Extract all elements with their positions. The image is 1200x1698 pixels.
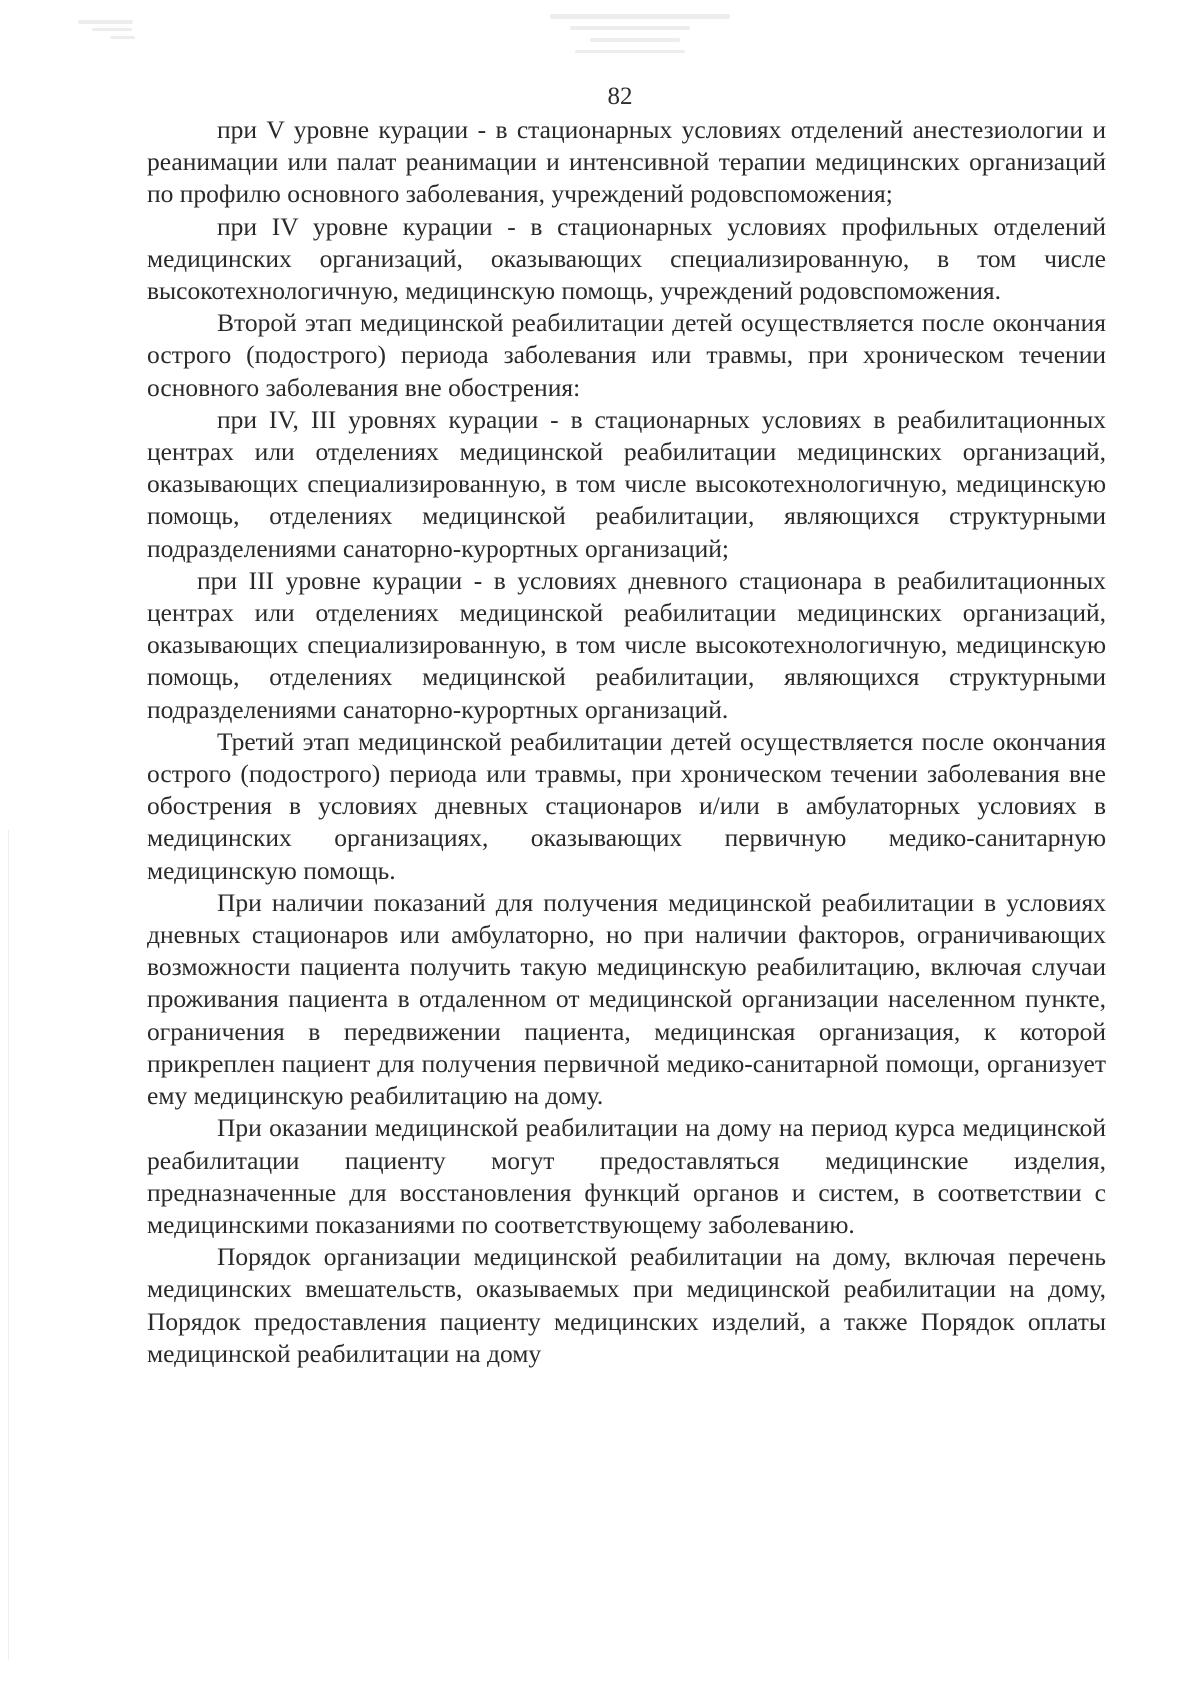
paragraph: при III уровне курации - в условиях дневного стационара в реабилитационных центрах или отделениях медицинской реабилитации медицинских организаций, оказывающих специализированную, в том числе высокотехнологичную, медицинскую помощь, отделениях медицинской реабилитации, являющихся структурными подразделениями санаторно-курортных организаций. bbox=[147, 565, 1106, 724]
document-body bbox=[147, 114, 1106, 1370]
page-number: 82 bbox=[607, 83, 633, 110]
paragraph: при V уровне курации - в стационарных условиях отделений анестезиологии и реанимации или палат реанимации и интенсивной терапии медицинских организаций по профилю основного заболевания, учреждений родовспоможения; bbox=[147, 115, 1106, 209]
scan-edge-line bbox=[8, 830, 9, 1660]
paragraph: При наличии показаний для получения медицинской реабилитации в условиях дневных стационаров или амбулаторно, но при наличии факторов, ограничивающих возможности пациента получить такую медицинскую реабилитацию, включая случаи проживания пациента в отдаленном от медицинской организации населенном пункте, ограничения в передвижении пациента, медицинская организация, к которой прикреплен пациент для получения первичной медико-санитарной помощи, организует ему медицинскую реабилитацию на дому. bbox=[147, 887, 1106, 1111]
scan-artifact bbox=[575, 50, 685, 53]
scan-artifact bbox=[110, 36, 135, 39]
scan-artifact bbox=[590, 38, 680, 42]
paragraph: при IV, III уровнях курации - в стационарных условиях в реабилитационных центрах или отделениях медицинской реабилитации медицинских организаций, оказывающих специализированную, в том числе высокотехнологичную, медицинскую помощь, отделениях медицинской реабилитации, являющихся структурными подразделениями санаторно-курортных организаций; bbox=[147, 404, 1106, 563]
paragraph: Порядок организации медицинской реабилитации на дому, включая перечень медицинских вмешательств, оказываемых при медицинской реабилитации на дому, Порядок предоставления пациенту медицинских изделий, а также Порядок оплаты медицинской реабилитации на дому bbox=[147, 1242, 1106, 1368]
scan-artifact bbox=[550, 14, 730, 19]
scan-artifact bbox=[92, 28, 132, 31]
paragraph: Третий этап медицинской реабилитации детей осуществляется после окончания острого (подострого) периода или травмы, при хроническом течении заболевания вне обострения в условиях дневных стационаров и/или в амбулаторных условиях в медицинских организациях, оказывающих первичную медико-санитарную медицинскую помощь. bbox=[147, 726, 1106, 885]
paragraph: при IV уровне курации - в стационарных условиях профильных отделений медицинских организаций, оказывающих специализированную, в том числе высокотехнологичную, медицинскую помощь, учреждений родовспоможения. bbox=[147, 211, 1106, 306]
paragraph: Второй этап медицинской реабилитации детей осуществляется после окончания острого (подострого) периода заболевания или травмы, при хроническом течении основного заболевания вне обострения: bbox=[147, 308, 1106, 402]
paragraph: При оказании медицинской реабилитации на дому на период курса медицинской реабилитации пациенту могут предоставляться медицинские изделия, предназначенные для восстановления функций органов и систем, в соответствии с медицинскими показаниями по соответствующему заболеванию. bbox=[147, 1113, 1106, 1239]
scan-artifact bbox=[570, 26, 690, 30]
scan-artifact bbox=[78, 20, 133, 24]
